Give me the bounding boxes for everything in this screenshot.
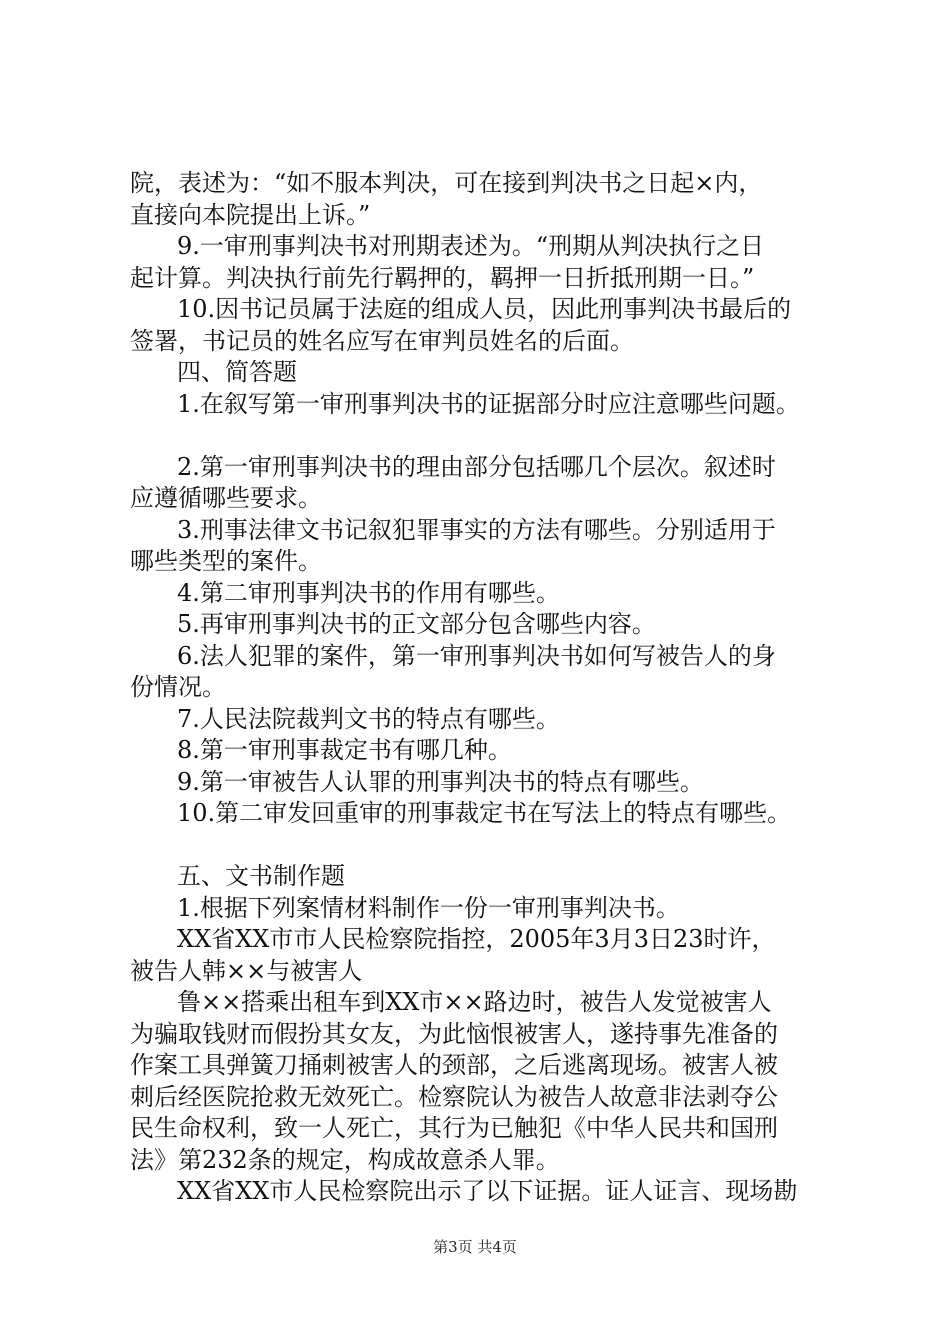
text-line: 1.根据下列案情材料制作一份一审刑事判决书。 [177,893,680,922]
text-line: 6.法人犯罪的案件，第一审刑事判决书如何写被告人的身 [177,641,776,670]
text-line: 哪些类型的案件。 [130,547,322,575]
text-line: 9.第一审被告人认罪的刑事判决书的特点有哪些。 [177,767,704,796]
document-body [130,168,830,1208]
section-heading: 五、文书制作题 [177,862,345,890]
text-line: 4.第二审刑事判决书的作用有哪些。 [177,578,560,607]
text-line: 1.在叙写第一审刑事判决书的证据部分时应注意哪些问题。 [177,389,800,418]
text-line: XX省XX市市人民检察院指控，2005年3月3日23时许， [177,925,776,953]
text-line: 为骗取钱财而假扮其女友，为此恼恨被害人，遂持事先准备的 [130,1019,778,1048]
text-line: 作案工具弹簧刀捅刺被害人的颈部，之后逃离现场。被害人被 [130,1051,778,1079]
text-line: 10.第二审发回重审的刑事裁定书在写法上的特点有哪些。 [177,799,792,827]
text-line: 8.第一审刑事裁定书有哪几种。 [177,736,512,764]
text-line: 刺后经医院抢救无效死亡。检察院认为被告人故意非法剥夺公 [130,1082,778,1111]
text-line: 鲁××搭乘出租车到XX市××路边时，被告人发觉被害人 [177,988,772,1016]
text-line: 10.因书记员属于法庭的组成人员，因此刑事判决书最后的 [177,295,792,323]
blank-line [130,420,830,452]
text-line: 份情况。 [130,673,226,701]
text-line: 起计算。判决执行前先行羁押的，羁押一日折抵刑期一日。” [130,263,755,292]
text-line: 直接向本院提出上诉。” [130,200,371,229]
text-line: 签署，书记员的姓名应写在审判员姓名的后面。 [130,326,634,355]
text-line: XX省XX市人民检察院出示了以下证据。证人证言、现场勘 [177,1177,798,1205]
text-line: 被告人韩××与被害人 [130,956,363,985]
text-line: 院，表述为：“如不服本判决，可在接到判决书之日起×内， [130,169,763,197]
section-heading: 四、简答题 [177,358,297,386]
text-line: 5.再审刑事判决书的正文部分包含哪些内容。 [177,610,656,638]
text-line: 7.人民法院裁判文书的特点有哪些。 [177,704,560,733]
text-line: 9.一审刑事判决书对刑期表述为。“刑期从判决执行之日 [177,232,765,260]
text-line: 应遵循哪些要求。 [130,484,322,512]
page-footer: 第3页 共4页 [433,1238,517,1256]
text-line: 2.第一审刑事判决书的理由部分包括哪几个层次。叙述时 [177,452,776,481]
text-line: 法》第232条的规定，构成故意杀人罪。 [130,1145,560,1174]
blank-line [130,830,830,862]
text-line: 民生命权利，致一人死亡，其行为已触犯《中华人民共和国刑 [130,1114,778,1142]
text-line: 3.刑事法律文书记叙犯罪事实的方法有哪些。分别适用于 [177,515,776,544]
